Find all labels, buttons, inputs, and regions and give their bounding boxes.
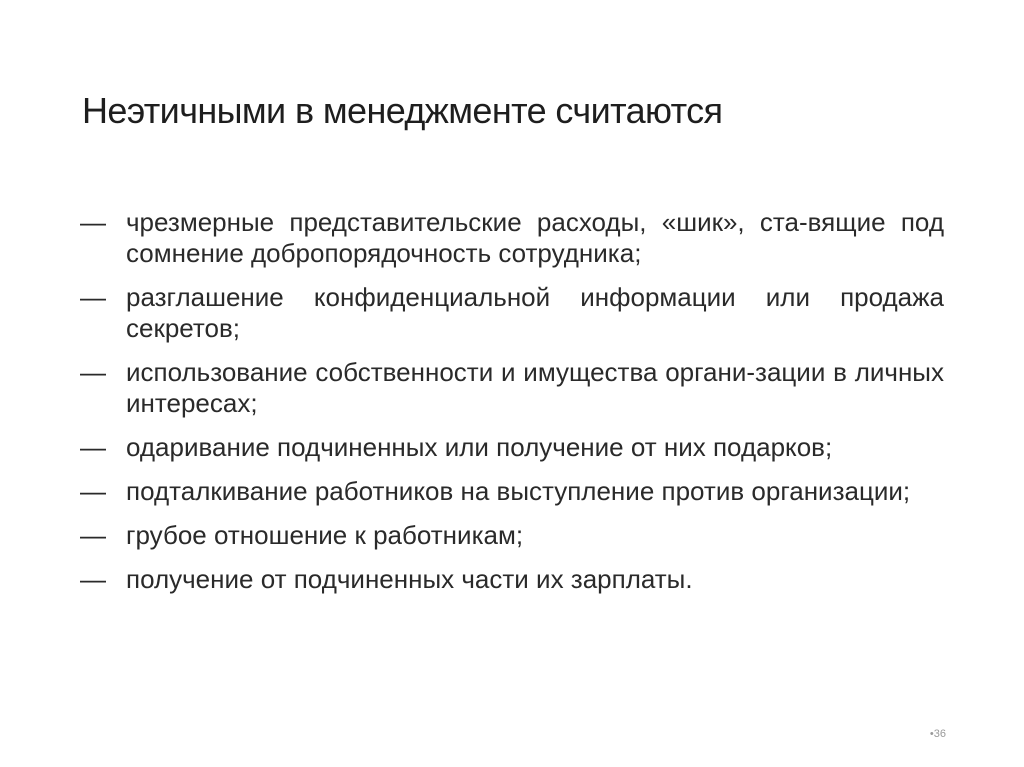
dash-marker: — <box>80 564 106 594</box>
page-number: •36 <box>929 728 946 740</box>
list-item-text: использование собственности и имущества органи-зации в личных интересах; <box>126 357 944 418</box>
list-item-text: грубое отношение к работникам; <box>126 520 524 550</box>
list-item-text: одаривание подчиненных или получение от них подарков; <box>126 432 833 462</box>
list-item <box>80 357 944 419</box>
list-item <box>80 432 944 463</box>
dash-marker: — <box>80 282 106 312</box>
list-item-text: подталкивание работников на выступление против организации; <box>126 476 911 506</box>
dash-marker: — <box>80 432 106 462</box>
dash-marker: — <box>80 476 106 506</box>
list-item <box>80 476 944 507</box>
item-list <box>80 207 944 608</box>
list-item <box>80 520 944 551</box>
list-item-text: чрезмерные представительские расходы, «шик», ста-вящие под сомнение добропорядочность сотрудника; <box>126 207 944 268</box>
dash-marker: — <box>80 207 106 237</box>
list-item <box>80 564 944 595</box>
dash-marker: — <box>80 357 106 387</box>
list-item <box>80 207 944 269</box>
list-item-text: получение от подчиненных части их зарплаты. <box>126 564 693 594</box>
list-item <box>80 282 944 344</box>
slide-title: Неэтичными в менеджменте считаются <box>82 90 723 131</box>
dash-marker: — <box>80 520 106 550</box>
list-item-text: разглашение конфиденциальной информации или продажа секретов; <box>126 282 944 343</box>
